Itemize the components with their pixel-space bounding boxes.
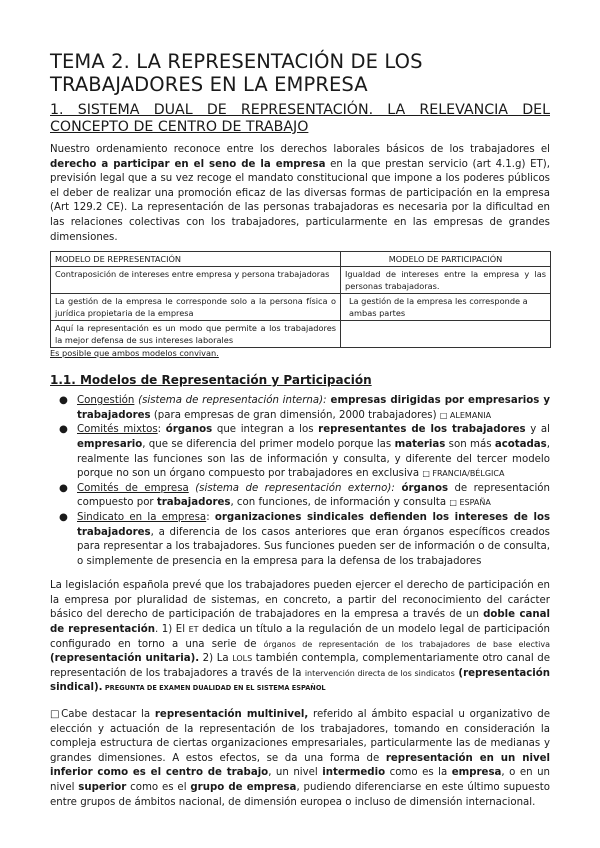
table-cell: La gestión de la empresa le corresponde solo a la persona física o jurídica propietaria de la empresa	[51, 294, 341, 321]
section-1-1-heading	[50, 372, 550, 388]
item-label: Comités de empresa	[77, 482, 189, 494]
item-gloss: (sistema de representación externo):	[188, 482, 395, 494]
item-text: , que se diferencia del primer modelo porque las	[142, 438, 395, 450]
para-bold: (representación sindical).	[50, 667, 550, 694]
list-item	[50, 423, 550, 481]
intro-text-rest: en la que prestan servicio (art 4.1.g) ET), previsión legal que a su vez recoge el mandato constitucional que impone a los poderes públicos el deber de realizar una promoción eficaz de las diversas formas de participación en la empresa (Art 129.2 CE). La representación de las personas trabajadoras es necesaria por la dificultad en las relaciones colectivas con los trabajadores, particularmente en las empresas de grandes dimensiones.	[50, 158, 550, 243]
para-text: dedica un título a la regulación de un modelo legal de participación configurado en torno a una serie de	[50, 624, 550, 650]
table-cell: La gestión de la empresa les corresponde a ambas partes	[341, 294, 551, 321]
para-bold: representación en un nivel inferior como es el centro de trabajo	[50, 752, 550, 779]
para-small: LOLS	[232, 654, 253, 664]
list-item	[50, 482, 550, 511]
para-small: ET	[188, 625, 199, 635]
item-text: son más	[445, 438, 495, 450]
para-bold: doble canal de representación	[50, 609, 550, 636]
item-bold: órganos	[165, 424, 213, 436]
item-bold: organizaciones sindicales defienden los intereses de los trabajadores	[77, 511, 551, 538]
para-text: como es el	[126, 782, 191, 793]
intro-bold: derecho a participar en el seno de la empresa	[50, 158, 326, 170]
bullet-icon: ●	[59, 424, 68, 436]
para-text: , pudiendo diferenciarse en este último supuesto entre grupos de ámbitos nacional, de dimensión europea o incluso de dimensión internacional.	[50, 782, 550, 808]
para-bold: grupo de empresa	[190, 782, 297, 793]
item-bold: acotadas	[494, 438, 547, 450]
para-small: órganos de representación de los trabajadores de base electiva	[263, 639, 550, 649]
intro-paragraph	[50, 143, 550, 245]
item-bold: materias	[394, 438, 446, 450]
item-text: , con funciones, de información y consulta	[230, 497, 450, 509]
intro-text: Nuestro ordenamiento reconoce entre los derechos laborales básicos de los trabajadores el	[50, 144, 550, 155]
para-text: como es la	[385, 767, 452, 779]
item-gloss: (sistema de representación interna):	[134, 395, 327, 407]
exam-note: PREGUNTA DE EXAMEN DUALIDAD EN EL SISTEMA ESPAÑOL	[102, 684, 326, 693]
table-note: Es posible que ambos modelos convivan.	[50, 348, 219, 359]
document-page	[50, 50, 550, 810]
item-bold: empresario	[77, 438, 143, 450]
para-text: también contempla, complementariamente otro canal de representación de los trabajadores a través de la	[50, 653, 550, 679]
item-text: (para empresas de gran dimensión, 2000 trabajadores)	[150, 409, 440, 421]
dual-channel-paragraph	[50, 579, 550, 696]
para-bold: intermedio	[322, 767, 386, 779]
bullet-icon: ●	[59, 511, 68, 523]
table-header-row	[51, 252, 551, 267]
item-text: :	[157, 424, 166, 436]
item-text: :	[206, 511, 215, 523]
item-label: Sindicato en la empresa	[77, 511, 207, 523]
para-text: La legislación española prevé que los trabajadores pueden ejercer el derecho de participación en la empresa por pluralidad de sistemas, en concreto, a partir del reconocimiento del carácter básico del derecho de participación de trabajadores en la empresa a través de un	[50, 580, 550, 621]
section-1-1-title: 1.1. Modelos de Representación y Participación	[50, 373, 372, 388]
table-cell: Igualdad de intereses entre la empresa y las personas trabajadoras.	[341, 267, 551, 294]
item-text: , realmente las funciones son las de información y consulta, y diferente del tercer modelo porque no son un órgano compuesto por trabajadores en exclusiva	[77, 438, 550, 480]
para-bold: representación multinivel,	[154, 709, 309, 721]
item-bold: órganos	[394, 482, 449, 494]
item-text: , a diferencia de los casos anteriores que eran órganos específicos creados para representar a los trabajadores. Sus funciones pueden ser de información o de consulta, o simplemente de presencia en la empresa para la defensa de los trabajadores	[77, 526, 550, 567]
bullet-icon: ●	[59, 482, 68, 494]
item-country-tag: □ FRANCIA/BÉLGICA	[422, 469, 505, 479]
table-row	[51, 321, 551, 348]
para-bold: (representación unitaria).	[50, 653, 200, 665]
list-item	[50, 394, 550, 423]
models-list	[50, 394, 550, 569]
table-cell: Aquí la representación es un modo que permite a los trabajadores la mejor defensa de sus intereses laborales	[51, 321, 341, 348]
item-bold: representantes de los trabajadores	[318, 424, 526, 436]
models-table	[50, 251, 551, 348]
table-header-participacion: MODELO DE PARTICIPACIÓN	[341, 252, 551, 267]
item-label: Comités mixtos	[77, 424, 158, 436]
item-bold: trabajadores	[156, 497, 231, 509]
para-text: , un nivel	[268, 767, 323, 779]
item-country-tag: □ ESPAÑA	[449, 498, 491, 508]
para-text: . 1) El	[154, 624, 189, 636]
para-text: 2) La	[199, 653, 233, 665]
para-text: □Cabe destacar la	[50, 709, 155, 721]
item-bold: empresas dirigidas por empresarios y trabajadores	[77, 395, 550, 421]
table-cell: Contraposición de intereses entre empresa y persona trabajadoras	[51, 267, 341, 294]
table-cell	[341, 321, 551, 348]
item-text: y al	[525, 424, 550, 436]
para-small: intervención directa de los sindicatos	[304, 668, 455, 678]
item-text: que integran a los	[212, 424, 319, 436]
item-label: Congestión	[77, 395, 135, 407]
item-country-tag: □ ALEMANIA	[439, 410, 492, 420]
para-text: referido al ámbito espacial u organizativo de elección y actuación de la representación de los trabajadores, tomando en consideración la compleja estructura de ciertas organizaciones empresariales, particularmente las de medianas y grandes dimensiones. A estos efectos, se da una forma de	[50, 709, 550, 764]
list-item	[50, 511, 550, 569]
para-text: , o en un nivel	[50, 767, 551, 793]
para-bold: empresa	[451, 767, 502, 779]
item-text: de representación compuesto por	[77, 482, 550, 509]
table-row	[51, 294, 551, 321]
para-bold: superior	[78, 782, 127, 793]
multilevel-paragraph	[50, 708, 550, 810]
table-header-representacion: MODELO DE REPRESENTACIÓN	[51, 252, 341, 267]
page-title: TEMA 2. LA REPRESENTACIÓN DE LOS TRABAJADORES EN LA EMPRESA	[50, 50, 423, 96]
table-row	[51, 267, 551, 294]
bullet-icon: ●	[59, 395, 68, 407]
section-1-title: 1. SISTEMA DUAL DE REPRESENTACIÓN. LA RELEVANCIA DEL CONCEPTO DE CENTRO DE TRABAJO	[50, 102, 550, 135]
section-1-heading	[50, 102, 550, 136]
